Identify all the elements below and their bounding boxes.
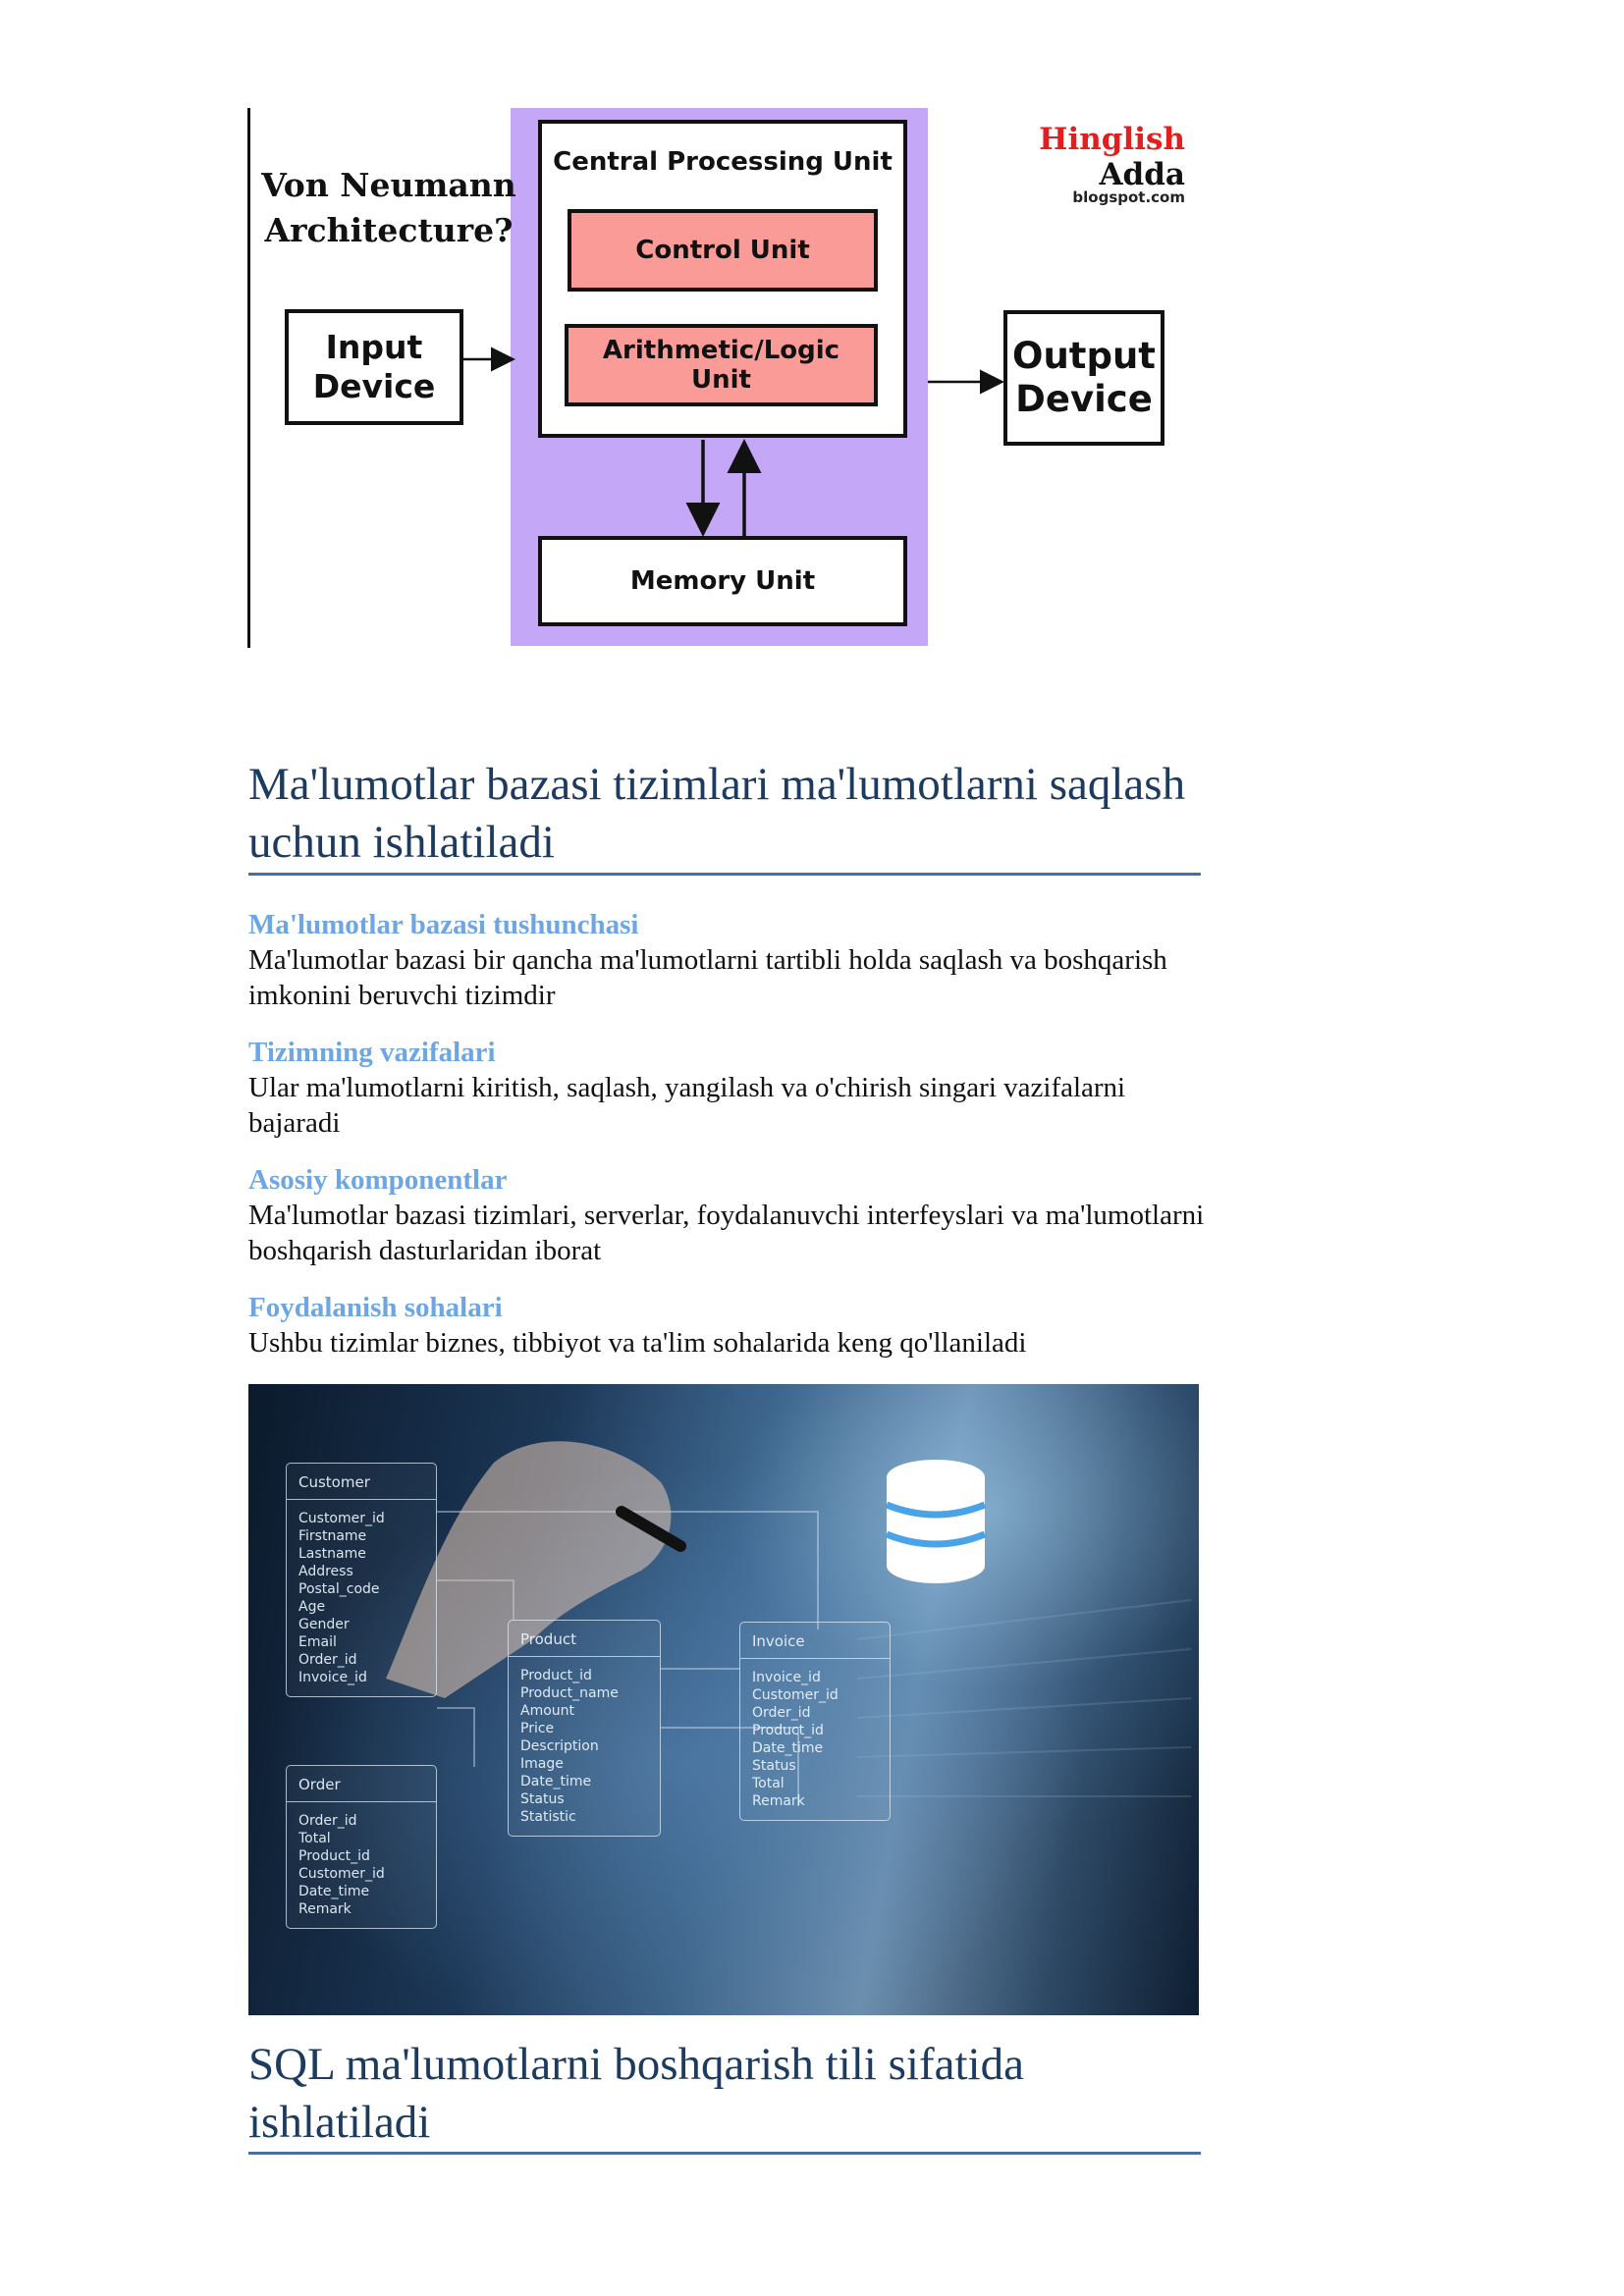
table-field: Email: [298, 1634, 337, 1650]
memory-unit-box: Memory Unit: [538, 536, 907, 626]
output-device-box: Output Device: [1003, 310, 1164, 446]
item-text: Ushbu tizimlar biznes, tibbiyot va ta'lim sohalarida keng qo'llaniladi: [248, 1327, 1027, 1359]
table-field: Description: [520, 1738, 599, 1754]
table-field: Product_id: [520, 1668, 592, 1683]
diagram-arrows: [245, 108, 1208, 648]
item-title: Ma'lumotlar bazasi tushunchasi: [248, 909, 639, 940]
table-field: Remark: [752, 1793, 805, 1809]
heading-underline: [248, 873, 1201, 876]
table-field: Order_id: [752, 1705, 811, 1721]
table-field: Total: [752, 1776, 785, 1791]
table-field: Firstname: [298, 1528, 367, 1544]
table-field: Date_time: [520, 1774, 592, 1789]
table-field: Date_time: [752, 1740, 824, 1756]
table-field: Order_id: [298, 1652, 357, 1668]
list-item: [248, 907, 1206, 1013]
item-text: Ma'lumotlar bazasi bir qancha ma'lumotlarni tartibli holda saqlash va boshqarish imkonini beruvchi tizimdir: [248, 944, 1167, 1011]
brand-name-black: Adda: [1099, 157, 1185, 192]
database-icon: [887, 1460, 985, 1583]
table-field: Product_id: [752, 1723, 824, 1738]
table-name: Product: [509, 1621, 660, 1657]
table-field: Customer_id: [752, 1687, 839, 1703]
table-name: Customer: [287, 1464, 436, 1500]
table-fields: [740, 1659, 890, 1820]
table-field: Invoice_id: [298, 1670, 367, 1685]
table-field: Price: [520, 1721, 555, 1736]
table-field: Order_id: [298, 1813, 357, 1829]
list-item: [248, 1035, 1206, 1141]
table-field: Remark: [298, 1901, 352, 1917]
alu-box: Arithmetic/Logic Unit: [565, 324, 878, 406]
table-fields: [287, 1802, 436, 1928]
db-table-card: [286, 1463, 437, 1697]
table-field: Statistic: [520, 1809, 576, 1825]
von-neumann-diagram: [245, 108, 1208, 648]
brand-name-red: Hinglish: [1039, 122, 1185, 157]
list-item: [248, 1162, 1206, 1268]
table-field: Customer_id: [298, 1866, 385, 1882]
table-field: Product_name: [520, 1685, 619, 1701]
table-name: Invoice: [740, 1623, 890, 1659]
db-table-card: [739, 1622, 891, 1821]
diagram-title: Von Neumann Architecture?: [261, 166, 516, 249]
item-text: Ular ma'lumotlarni kiritish, saqlash, yangilash va o'chirish singari vazifalarni bajaradi: [248, 1072, 1126, 1139]
section-heading: Ma'lumotlar bazasi tizimlari ma'lumotlarni saqlash uchun ishlatiladi: [248, 759, 1186, 868]
control-unit-box: Control Unit: [568, 209, 878, 292]
table-fields: [287, 1500, 436, 1696]
table-field: Image: [520, 1756, 564, 1772]
table-field: Status: [752, 1758, 796, 1774]
database-photo: [248, 1384, 1199, 2015]
list-item: [248, 1290, 1206, 1361]
table-field: Lastname: [298, 1546, 366, 1562]
item-title: Foydalanish sohalari: [248, 1292, 503, 1323]
table-field: Customer_id: [298, 1511, 385, 1526]
table-field: Gender: [298, 1617, 350, 1632]
table-fields: [509, 1657, 660, 1836]
item-text: Ma'lumotlar bazasi tizimlari, serverlar, foydalanuvchi interfeyslari va ma'lumotlarni boshqarish dasturlaridan iborat: [248, 1200, 1205, 1266]
section-heading: SQL ma'lumotlarni boshqarish tili sifatida ishlatiladi: [248, 2039, 1024, 2148]
table-field: Invoice_id: [752, 1670, 821, 1685]
cpu-label: Central Processing Unit: [553, 147, 893, 177]
item-title: Asosiy komponentlar: [248, 1164, 508, 1196]
table-field: Total: [298, 1831, 331, 1846]
db-table-card: [286, 1765, 437, 1929]
table-field: Status: [520, 1791, 565, 1807]
table-field: Age: [298, 1599, 326, 1615]
db-table-card: [508, 1620, 661, 1837]
table-field: Postal_code: [298, 1581, 380, 1597]
table-field: Product_id: [298, 1848, 370, 1864]
table-field: Date_time: [298, 1884, 370, 1899]
table-field: Address: [298, 1564, 353, 1579]
heading-underline: [248, 2152, 1201, 2155]
brand-subtitle: blogspot.com: [1072, 188, 1185, 206]
table-name: Order: [287, 1766, 436, 1802]
item-title: Tizimning vazifalari: [248, 1037, 496, 1068]
table-field: Amount: [520, 1703, 575, 1719]
input-device-box: Input Device: [285, 309, 463, 425]
